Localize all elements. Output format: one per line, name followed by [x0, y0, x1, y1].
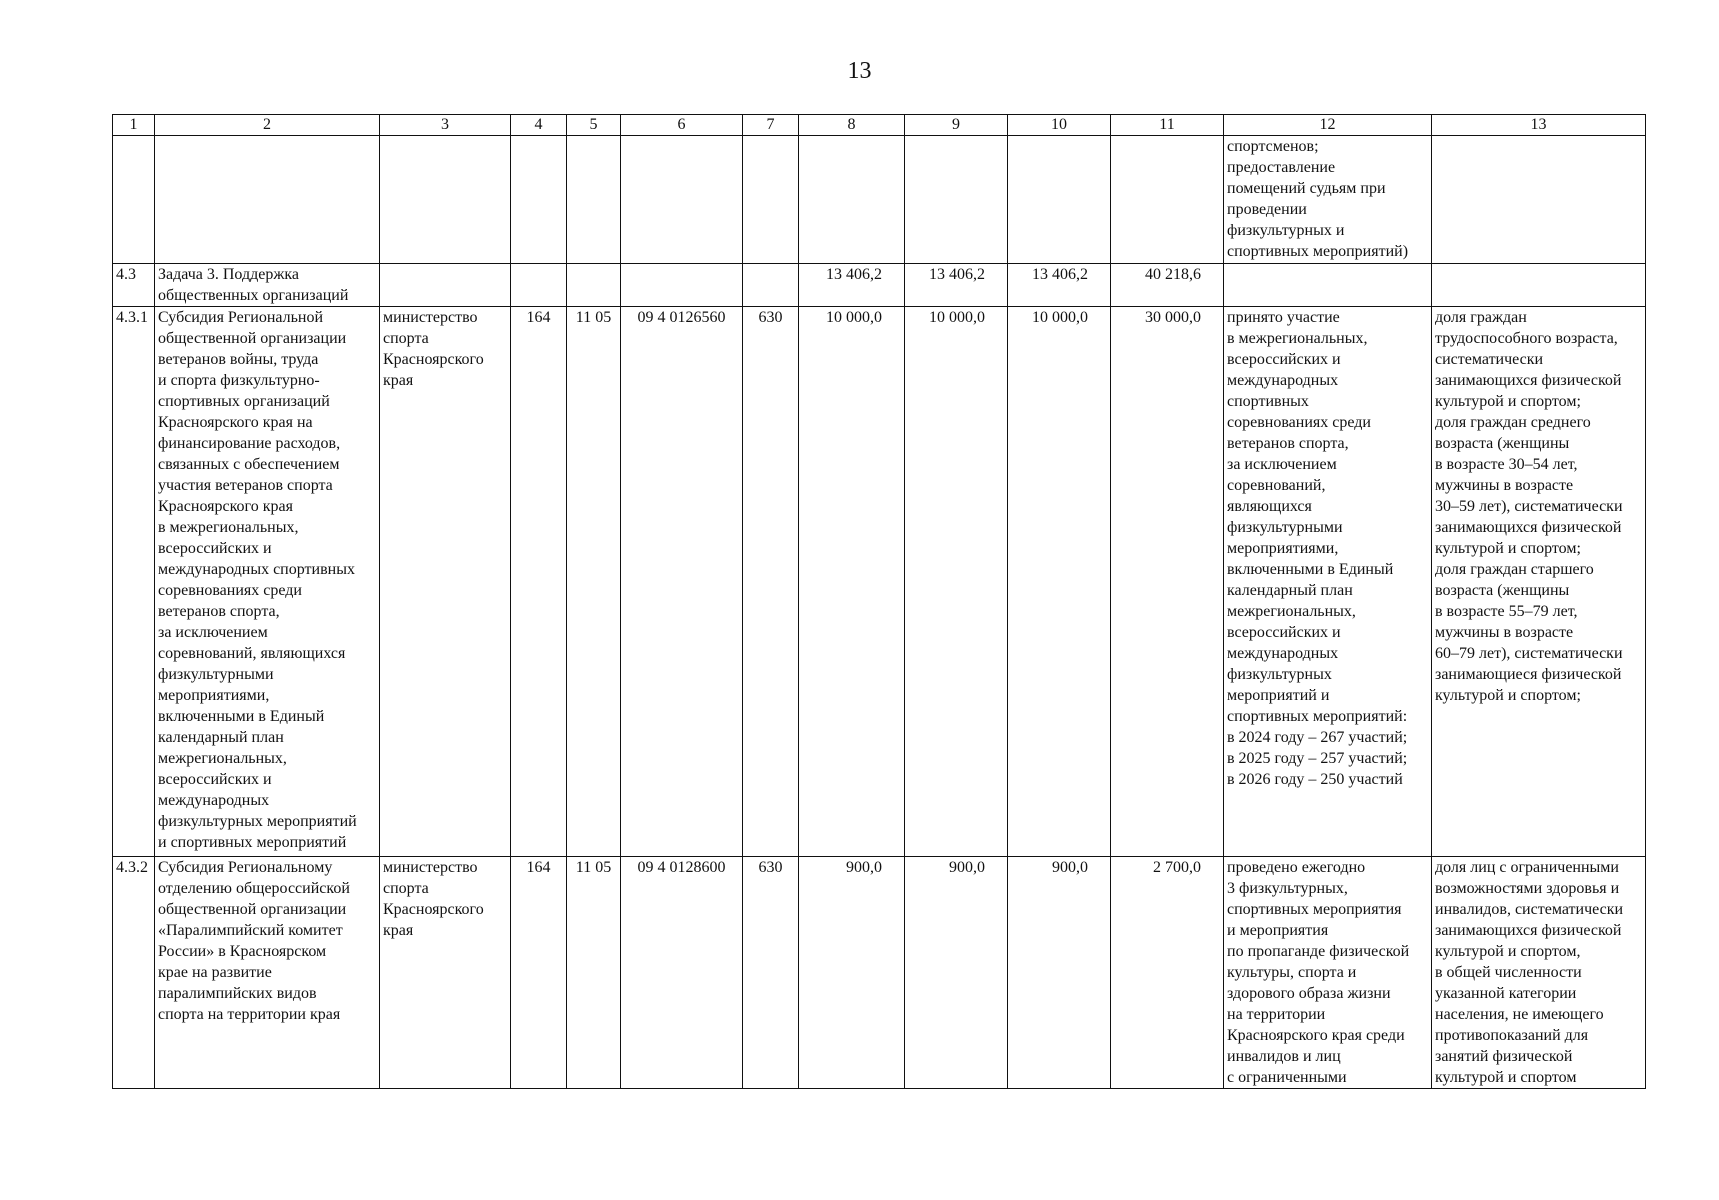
cell-executor: [380, 136, 511, 264]
column-header: 2: [155, 115, 380, 136]
column-header: 13: [1432, 115, 1646, 136]
column-header: 5: [567, 115, 621, 136]
cell-2024: 10 000,0: [799, 307, 905, 857]
page-number: 13: [847, 58, 872, 84]
cell-executor: [380, 264, 511, 307]
column-header: 10: [1008, 115, 1111, 136]
cell-2025: 13 406,2: [905, 264, 1008, 307]
cell-id: 4.3.1: [113, 307, 155, 857]
cell-c7: 630: [743, 307, 799, 857]
cell-2025: [905, 136, 1008, 264]
cell-c5: [567, 136, 621, 264]
table-row-4-3: [113, 264, 1646, 307]
cell-total: [1111, 136, 1224, 264]
cell-2024: 13 406,2: [799, 264, 905, 307]
cell-name: [155, 136, 380, 264]
cell-id: [113, 136, 155, 264]
cell-id: 4.3.2: [113, 857, 155, 1089]
table-row-continuation: [113, 136, 1646, 264]
budget-table: [112, 114, 1646, 1089]
cell-c4: [511, 136, 567, 264]
cell-c4: 164: [511, 857, 567, 1089]
cell-c5: [567, 264, 621, 307]
cell-c7: 630: [743, 857, 799, 1089]
table-row-4-3-2: [113, 857, 1646, 1089]
cell-c6: 09 4 0126560: [621, 307, 743, 857]
cell-c6: 09 4 0128600: [621, 857, 743, 1089]
column-header: 11: [1111, 115, 1224, 136]
cell-total: 30 000,0: [1111, 307, 1224, 857]
column-header: 8: [799, 115, 905, 136]
cell-id: 4.3: [113, 264, 155, 307]
cell-c6: [621, 136, 743, 264]
cell-name: Субсидия Региональному отделению общероссийской общественной организации «Паралимпийский комитет России» в Красноярском крае на развитие паралимпийских видов спорта на территории края: [155, 857, 380, 1089]
cell-c5: 11 05: [567, 857, 621, 1089]
column-header: 1: [113, 115, 155, 136]
cell-result: принято участие в межрегиональных, всероссийских и международных спортивных соревнованиях среди ветеранов спорта, за исключением соревнований, являющихся физкультурными мероприятиями, включенными в Единый календарный план межрегиональных, всероссийских и международных физкультурных мероприятий и спортивных мероприятий: в 2024 году – 267 участий; в 2025 году – 257 участий; в 2026 году – 250 участий: [1224, 307, 1432, 857]
column-header: 12: [1224, 115, 1432, 136]
cell-result: [1224, 264, 1432, 307]
cell-2026: [1008, 136, 1111, 264]
cell-indicator: [1432, 136, 1646, 264]
cell-2026: 900,0: [1008, 857, 1111, 1089]
cell-name: Задача 3. Поддержка общественных организаций: [155, 264, 380, 307]
cell-total: 2 700,0: [1111, 857, 1224, 1089]
cell-name: Субсидия Региональной общественной организации ветеранов войны, труда и спорта физкультурно- спортивных организаций Красноярского края на финансирование расходов, связанных с обеспечением участия ветеранов спорта Красноярского края в межрегиональных, всероссийских и международных спортивных соревнованиях среди ветеранов спорта, за исключением соревнований, являющихся физкультурными мероприятиями, включенными в Единый календарный план межрегиональных, всероссийских и международных физкультурных мероприятий и спортивных мероприятий: [155, 307, 380, 857]
column-header: 9: [905, 115, 1008, 136]
column-header: 3: [380, 115, 511, 136]
cell-c6: [621, 264, 743, 307]
cell-executor: министерство спорта Красноярского края: [380, 857, 511, 1089]
cell-2024: 900,0: [799, 857, 905, 1089]
column-header: 4: [511, 115, 567, 136]
column-number-row: [113, 115, 1646, 136]
cell-2025: 900,0: [905, 857, 1008, 1089]
cell-executor: министерство спорта Красноярского края: [380, 307, 511, 857]
cell-indicator: доля лиц с ограниченными возможностями здоровья и инвалидов, систематически занимающихся физической культурой и спортом, в общей численности указанной категории населения, не имеющего противопоказаний для занятий физической культурой и спортом: [1432, 857, 1646, 1089]
cell-c4: [511, 264, 567, 307]
cell-c4: 164: [511, 307, 567, 857]
cell-indicator: доля граждан трудоспособного возраста, систематически занимающихся физической культурой и спортом; доля граждан среднего возраста (женщины в возрасте 30–54 лет, мужчины в возрасте 30–59 лет), систематически занимающихся физической культурой и спортом; доля граждан старшего возраста (женщины в возрасте 55–79 лет, мужчины в возрасте 60–79 лет), систематически занимающиеся физической культурой и спортом;: [1432, 307, 1646, 857]
cell-2025: 10 000,0: [905, 307, 1008, 857]
cell-result: спортсменов; предоставление помещений судьям при проведении физкультурных и спортивных мероприятий): [1224, 136, 1432, 264]
table-row-4-3-1: [113, 307, 1646, 857]
cell-2024: [799, 136, 905, 264]
cell-2026: 13 406,2: [1008, 264, 1111, 307]
cell-indicator: [1432, 264, 1646, 307]
cell-2026: 10 000,0: [1008, 307, 1111, 857]
cell-c7: [743, 264, 799, 307]
cell-c5: 11 05: [567, 307, 621, 857]
cell-c7: [743, 136, 799, 264]
cell-result: проведено ежегодно 3 физкультурных, спортивных мероприятия и мероприятия по пропаганде физической культуры, спорта и здорового образа жизни на территории Красноярского края среди инвалидов и лиц с ограниченными: [1224, 857, 1432, 1089]
cell-total: 40 218,6: [1111, 264, 1224, 307]
column-header: 7: [743, 115, 799, 136]
column-header: 6: [621, 115, 743, 136]
